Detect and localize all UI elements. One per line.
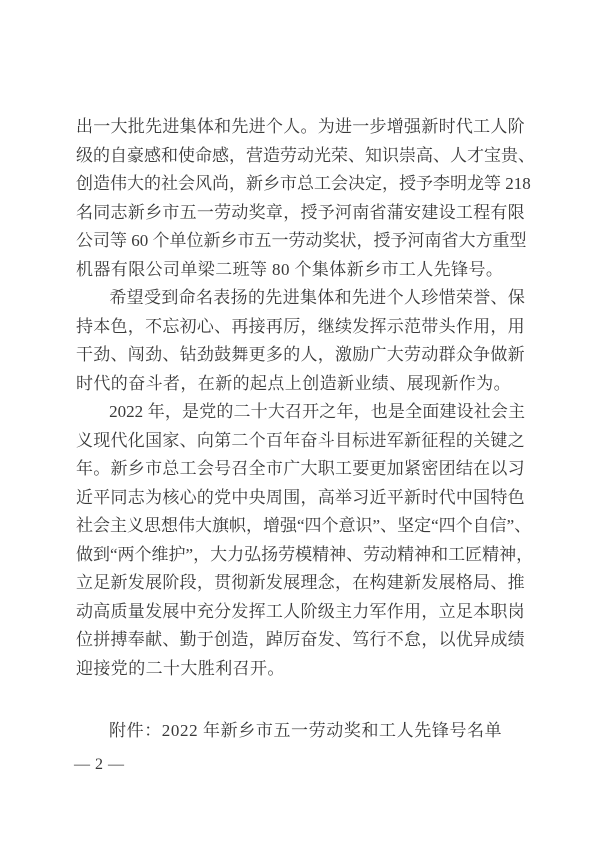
text-line: 近 平 同 志 为 核 心 的 党 中 央 周 围 ， 高 举 习 近 平 新 时 代 中 国 特 色 xyxy=(76,487,525,507)
paragraph xyxy=(76,284,525,398)
text-line: 动 高 质 量 发 展 中 充 分 发 挥 工 人 阶 级 主 力 军 作 用 ， 立 足 本 职 岗 xyxy=(76,601,525,621)
paragraph xyxy=(76,113,535,284)
text-line: 做 到 “ 两 个 维 护 ” ， 大 力 弘 扬 劳 模 精 神 、 劳 动 精 神 和 工 匠 精 神 ， xyxy=(76,544,534,564)
text-line: 立 足 新 发 展 阶 段 ， 贯 彻 新 发 展 理 念 ， 在 构 建 新 发 展 格 局 、 推 xyxy=(76,573,525,592)
text-line: 年 。 新 乡 市 总 工 会 号 召 全 市 广 大 职 工 要 更 加 紧 密 团 结 在 以 习 xyxy=(76,459,525,478)
text-line: 出 一 大 批 先 进 集 体 和 先 进 个 人 。 为 进 一 步 增 强 新 时 代 工 人 阶 xyxy=(76,117,525,136)
text-line: 社 会 主 义 思 想 伟 大 旗 帜 ， 增 强 “ 四 个 意 识 ” 、 坚 定 “ 四 个 自 信 ” 、 xyxy=(76,516,532,535)
attachment-line: 附件：2022 年新乡市五一劳动奖和工人先锋号名单 xyxy=(109,721,503,740)
paragraph xyxy=(76,398,534,683)
text-line: 名 同 志 新 乡 市 五 一 劳 动 奖 章 ， 授 予 河 南 省 蒲 安 建 设 工 程 有 限 xyxy=(76,202,525,222)
text-line: 希 望 受 到 命 名 表 扬 的 先 进 集 体 和 先 进 个 人 珍 惜 荣 誉 、 保 xyxy=(109,288,525,307)
text-line: 级 的 自 豪 感 和 使 命 感 ， 营 造 劳 动 光 荣 、 知 识 崇 高 、 人 才 宝 贵 、 xyxy=(76,145,535,165)
text-line: 2022 年 ， 是 党 的 二 十 大 召 开 之 年 ， 也 是 全 面 建 设 社 会 主 xyxy=(109,402,525,421)
page-number: — 2 — xyxy=(74,756,125,773)
text-line: 创 造 伟 大 的 社 会 风 尚 ， 新 乡 市 总 工 会 决 定 ， 授 予 李 明 龙 等 218 xyxy=(76,174,531,193)
text-line: 义 现 代 化 国 家 、 向 第 二 个 百 年 奋 斗 目 标 进 军 新 征 程 的 关 键 之 xyxy=(76,430,525,450)
text-line: 时代的奋斗者，在新的起点上创造新业绩、展现新作为。 xyxy=(76,373,511,393)
document-body xyxy=(76,113,535,683)
text-line: 迎接党的二十大胜利召开。 xyxy=(76,658,285,678)
text-line: 位 拼 搏 奉 献 、 勤 于 创 造 ， 踔 厉 奋 发 、 笃 行 不 怠 ， 以 优 异 成 绩 xyxy=(76,630,525,649)
text-line: 公 司 等 60 个 单 位 新 乡 市 五 一 劳 动 奖 状 ， 授 予 河 南 省 大 方 重 型 xyxy=(76,231,527,250)
text-line: 持 本 色 ， 不 忘 初 心 、 再 接 再 厉 ， 继 续 发 挥 示 范 带 头 作 用 ， 用 xyxy=(76,316,525,336)
text-line: 机器有限公司单梁二班等 80 个集体新乡市工人先锋号。 xyxy=(76,259,504,279)
text-line: 干 劲 、 闯 劲 、 钻 劲 鼓 舞 更 多 的 人 ， 激 励 广 大 劳 动 群 众 争 做 新 xyxy=(76,345,525,364)
